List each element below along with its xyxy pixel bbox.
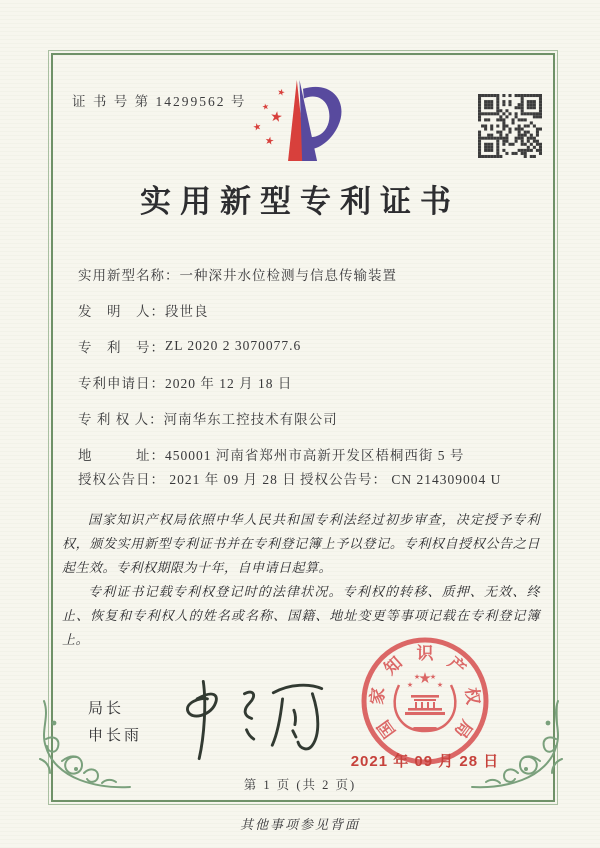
- certificate-number: 证 书 号 第 14299562 号: [72, 94, 247, 109]
- field-patentee: [78, 400, 528, 436]
- field-address: [78, 436, 528, 472]
- svg-text:★: ★: [413, 673, 421, 681]
- field-grant-row: [78, 468, 538, 488]
- national-emblem: [395, 669, 456, 731]
- field-grant-date: [78, 468, 300, 488]
- field-utility-model-name: [78, 256, 528, 292]
- field-inventor: [78, 292, 528, 328]
- field-label: 专 利 权 人：: [78, 412, 164, 427]
- corner-flourish-left-icon: [32, 698, 132, 805]
- svg-text:★: ★: [436, 681, 444, 689]
- seal-char: 产: [444, 652, 470, 679]
- field-value: 2021 年 09 月 28 日: [169, 472, 297, 487]
- field-label: 授权公告号：: [300, 472, 387, 487]
- seal-char: 国: [373, 716, 400, 742]
- qr-code-icon: [476, 94, 544, 163]
- corner-flourish-right-icon: [470, 698, 570, 805]
- legal-paragraph-1: 国家知识产权局依照中华人民共和国专利法经过初步审查，决定授予专利权，颁发实用新型专利证书并在专利登记簿上予以登记。专利权自授权公告之日起生效。专利权期限为十年，自申请日起算。: [62, 512, 540, 576]
- field-label: 地 址：: [78, 448, 165, 463]
- field-label: 发 明 人：: [78, 304, 165, 319]
- certificate-fields: [78, 256, 528, 472]
- field-value: 一种深井水位检测与信息传输装置: [179, 268, 397, 283]
- field-label: 专 利 号：: [78, 340, 165, 355]
- field-value: CN 214309004 U: [391, 472, 502, 487]
- field-grant-number: [300, 468, 501, 488]
- field-value: 2020 年 12 月 18 日: [165, 376, 293, 391]
- field-patent-number: [78, 328, 528, 364]
- field-value: 段世良: [165, 304, 209, 319]
- field-value: 河南华东工控技术有限公司: [163, 412, 338, 427]
- field-filing-date: [78, 364, 528, 400]
- legal-paragraph-2: 专利证书记载专利权登记时的法律状况。专利权的转移、质押、无效、终止、恢复和专利权人的姓名或名称、国籍、地址变更等事项记载在专利登记簿上。: [62, 584, 540, 648]
- svg-text:★: ★: [263, 134, 276, 148]
- seal-char: 局: [450, 716, 477, 742]
- svg-text:★: ★: [275, 87, 286, 99]
- svg-text:★: ★: [429, 673, 437, 681]
- cnipa-logo-icon: [248, 80, 358, 173]
- seal-char: 知: [380, 652, 406, 679]
- seal-char: 家: [367, 686, 389, 706]
- seal-date: 2021 年 09 月 28 日: [350, 753, 500, 770]
- commissioner-name: 申长雨: [88, 728, 143, 744]
- svg-text:★: ★: [406, 681, 414, 689]
- field-value: ZL 2020 2 3070077.6: [165, 338, 302, 353]
- certificate-title: 实用新型专利证书: [140, 184, 460, 219]
- seal-char: 权: [461, 686, 483, 706]
- svg-text:★: ★: [251, 121, 263, 134]
- commissioner-title: 局长: [88, 701, 125, 717]
- signature-icon: [158, 676, 333, 769]
- svg-text:★: ★: [418, 669, 432, 687]
- field-label: 实用新型名称：: [78, 268, 180, 283]
- svg-text:★: ★: [269, 108, 284, 127]
- seal-char: 识: [416, 644, 434, 663]
- page-number: 第 1 页 (共 2 页): [243, 778, 357, 792]
- svg-text:★: ★: [261, 101, 270, 112]
- field-label: 授权公告日：: [78, 472, 165, 487]
- footer-note: 其他事项参见背面: [239, 817, 360, 832]
- field-value: 450001 河南省郑州市高新开发区梧桐西街 5 号: [165, 448, 465, 463]
- field-label: 专利申请日：: [78, 376, 165, 391]
